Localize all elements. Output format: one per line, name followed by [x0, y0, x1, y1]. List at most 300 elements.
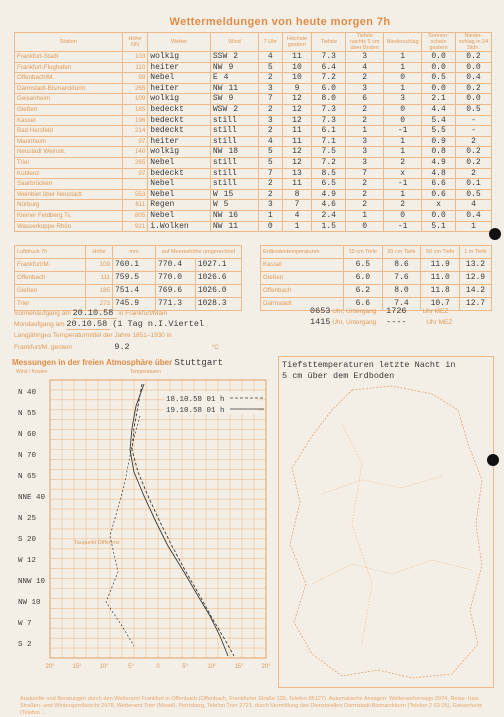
station-s: 4.4 [422, 104, 456, 115]
station-tmax: 10 [282, 62, 312, 73]
station-x: 0.2 [455, 52, 491, 63]
station-w: i.Wolken [148, 221, 211, 232]
air-row [15, 259, 242, 272]
weather-report-sheet [10, 8, 496, 716]
moonrise-time-line [310, 317, 452, 327]
air-a: 770.4 [156, 259, 196, 272]
air-height: Höhe [86, 246, 113, 259]
station-x: 2 [455, 168, 491, 179]
station-h: 140 [122, 147, 148, 158]
station-row [15, 104, 492, 115]
soil-row [261, 285, 492, 298]
station-s: 0.8 [422, 147, 456, 158]
station-name: Mannheim [15, 136, 123, 147]
station-t7: 4 [259, 52, 283, 63]
air-b: 1026.0 [195, 285, 241, 298]
station-s: 0.9 [422, 136, 456, 147]
station-s: 5.4 [422, 115, 456, 126]
station-wind [210, 73, 258, 84]
station-t7: 5 [259, 147, 283, 158]
station-t7: 0 [259, 221, 283, 232]
x-tick-label: 15° [72, 664, 82, 670]
station-s: 0.0 [422, 83, 456, 94]
stations-header-row [15, 33, 492, 52]
station-tmax: 11 [282, 126, 312, 137]
station-s: 0.0 [422, 62, 456, 73]
station-x: 0.5 [455, 189, 491, 200]
station-tmin: 7.3 [312, 104, 346, 115]
wind-direction: still [212, 115, 237, 125]
mean-unit: °C [211, 344, 219, 351]
air-name: Frankfurt/M. [15, 259, 86, 272]
station-w: bedeckt [148, 168, 211, 179]
soil-value: 11.8 [421, 285, 460, 298]
station-s: x [422, 200, 456, 211]
station-tn: 0 [346, 221, 384, 232]
station-name: Weinbiet über Neustadt [15, 189, 123, 200]
soil-station: Offenbach [261, 285, 344, 298]
station-h: 921 [122, 221, 148, 232]
mean-temp-line [14, 342, 219, 352]
station-w: Nebel [148, 157, 211, 168]
station-h: 99 [122, 73, 148, 84]
station-r: -1 [384, 179, 422, 190]
wind-speed: 2 [233, 52, 239, 61]
air-name: Gießen [15, 285, 86, 298]
station-tn: 3 [346, 157, 384, 168]
wind-speed: 9 [228, 62, 234, 72]
sunset-label: Uhr, Untergang [332, 308, 377, 315]
station-row [15, 52, 492, 63]
wind-speed: 4 [223, 73, 229, 83]
soil-value: 10.7 [421, 298, 460, 311]
temp-curve-18-10 [132, 384, 234, 656]
wind-direction: still [212, 136, 237, 146]
sunrise-line [14, 308, 167, 319]
station-tmin: 8.0 [312, 94, 346, 105]
air-mm: 751.4 [113, 285, 156, 298]
air-h: 111 [86, 272, 113, 285]
station-w: wolkig [148, 147, 211, 158]
station-tn: 2 [346, 189, 384, 200]
sunrise-date: 20.10.58 [73, 308, 117, 319]
x-tick-label: 10° [207, 664, 217, 670]
station-h: 214 [122, 126, 148, 137]
station-t7: 3 [259, 83, 283, 94]
air-h: 109 [86, 259, 113, 272]
station-s: 0.5 [422, 73, 456, 84]
wind-direction: still [212, 126, 237, 136]
air-h: 185 [86, 285, 113, 298]
air-a: 769.6 [156, 285, 196, 298]
air-a: 771.3 [156, 298, 196, 311]
moonset-label: Uhr, Untergang [332, 319, 377, 326]
wind-direction: NW [212, 221, 223, 231]
wind-speed: 11 [228, 221, 239, 231]
soil-value: 7.4 [382, 298, 421, 311]
station-row [15, 136, 492, 147]
station-tmax: 9 [282, 83, 312, 94]
station-row [15, 168, 492, 179]
station-h [122, 179, 148, 190]
wind-level-label: NNE 40 [18, 494, 46, 502]
punch-hole-top [489, 228, 501, 240]
station-tmax: 10 [282, 73, 312, 84]
station-h: 265 [122, 157, 148, 168]
wind-direction: W [212, 200, 218, 210]
moonset-time: ---- [386, 317, 407, 327]
station-h: 185 [122, 104, 148, 115]
station-h: 265 [122, 83, 148, 94]
station-w: Nebel [148, 179, 211, 190]
station-tn: 2 [346, 200, 384, 211]
wind-direction: NW [212, 62, 223, 72]
station-r: 3 [384, 94, 422, 105]
sunset-time: 1726 [386, 306, 407, 316]
station-t7: 2 [259, 126, 283, 137]
station-wind [210, 94, 258, 105]
station-row [15, 210, 492, 221]
mean-temp-label: Langjähriges Temperaturmittel der Jahre 1851–1930 in [14, 332, 172, 339]
station-h: 97 [122, 136, 148, 147]
air-a: 770.0 [156, 272, 196, 285]
station-wind [210, 52, 258, 63]
station-w: Nebel [148, 210, 211, 221]
wind-level-label: N 40 [18, 389, 37, 397]
x-tick-label: 10° [99, 664, 109, 670]
wind-direction: SW [212, 94, 223, 104]
wind-speed: 16 [228, 210, 239, 220]
station-x: 4 [455, 200, 491, 211]
station-w: Nebel [148, 73, 211, 84]
map-borders [312, 424, 472, 644]
wind-direction: NW [212, 210, 223, 220]
station-w: Regen [148, 200, 211, 211]
station-wind [210, 168, 258, 179]
soil-value: 6.0 [344, 272, 383, 285]
station-r: 1 [384, 83, 422, 94]
legend-series-2: 19.10.58 01 h [166, 407, 225, 415]
station-name: Darmstadt-Bismarckturm [15, 83, 123, 94]
soil-row [261, 259, 492, 272]
station-r: 1 [384, 147, 422, 158]
station-tn: 3 [346, 83, 384, 94]
station-tn: 2 [346, 179, 384, 190]
station-r: 0 [384, 210, 422, 221]
station-w: bedeckt [148, 126, 211, 137]
station-tmin: 4.6 [312, 200, 346, 211]
station-tmin: 7.1 [312, 136, 346, 147]
wind-level-label: N 65 [18, 473, 37, 481]
station-tmin: 7.2 [312, 73, 346, 84]
header-temp-7: 7 Uhr [259, 33, 283, 52]
soil-value: 6.6 [344, 298, 383, 311]
page-title: Wettermeldungen von heute morgen 7h [169, 16, 391, 28]
wind-level-label: N 70 [18, 452, 37, 460]
wind-level-label: W 7 [18, 620, 32, 628]
wind-level-label: NW 10 [18, 599, 41, 607]
station-tmax: 1 [282, 221, 312, 232]
air-mm: 760.1 [113, 259, 156, 272]
station-tn: 3 [346, 147, 384, 158]
station-tmin: 6.0 [312, 83, 346, 94]
soil-title: Erdbodentemperaturen [261, 246, 344, 259]
soil-value: 7.6 [382, 272, 421, 285]
station-row [15, 157, 492, 168]
wind-level-label: S 20 [18, 536, 37, 544]
station-t7: 3 [259, 115, 283, 126]
station-x: 1 [455, 221, 491, 232]
wind-speed: 15 [223, 189, 234, 199]
station-tmax: 11 [282, 52, 312, 63]
station-wind [210, 147, 258, 158]
wind-speed: 5 [223, 200, 229, 210]
station-tmax: 12 [282, 147, 312, 158]
header-station: Station [15, 33, 123, 52]
station-r: -1 [384, 221, 422, 232]
station-wind [210, 104, 258, 115]
station-tmax: 7 [282, 200, 312, 211]
station-tmin: 1.5 [312, 221, 346, 232]
station-name: Kleiner Feldberg Ts. [15, 210, 123, 221]
station-name: Frankfurt-Flughafen [15, 62, 123, 73]
station-x: 0.4 [455, 210, 491, 221]
minimum-temp-map [282, 384, 488, 682]
station-h: 109 [122, 94, 148, 105]
wind-level-label: N 60 [18, 431, 37, 439]
station-w: wolkig [148, 52, 211, 63]
soil-value: 8.0 [382, 285, 421, 298]
soil-col-2: 50 cm Tiefe [421, 246, 460, 259]
station-tmin: 2.4 [312, 210, 346, 221]
temp-curve-19-10 [130, 384, 228, 656]
station-t7: 4 [259, 136, 283, 147]
station-name: Geisenheim [15, 94, 123, 105]
station-name: Wasserkuppe Rhön [15, 221, 123, 232]
station-tmin: 7.5 [312, 147, 346, 158]
station-tmax: 4 [282, 210, 312, 221]
station-row [15, 221, 492, 232]
x-tick-label: 20° [261, 664, 271, 670]
punch-hole-bottom [487, 454, 499, 466]
station-name: Koblenz [15, 168, 123, 179]
wind-level-label: N 25 [18, 515, 37, 523]
station-row [15, 189, 492, 200]
station-w: wolkig [148, 94, 211, 105]
station-x: 2 [455, 136, 491, 147]
soil-value: 12.9 [460, 272, 492, 285]
header-height: Höhe NN [122, 33, 148, 52]
wind-direction: still [212, 157, 237, 167]
station-r: 0 [384, 104, 422, 115]
air-b: 1027.1 [195, 259, 241, 272]
station-w: Nebel [148, 189, 211, 200]
air-h: 273 [86, 298, 113, 311]
header-wind: Wind [210, 33, 258, 52]
dewpoint-curve [106, 416, 140, 646]
station-wind [210, 200, 258, 211]
wind-direction: WSW [212, 104, 228, 114]
station-wind [210, 221, 258, 232]
station-x: 0.2 [455, 83, 491, 94]
station-tn: 6 [346, 94, 384, 105]
aloft-title: Messungen in der freien Atmosphäre über [12, 358, 173, 367]
air-name: Trier [15, 298, 86, 311]
header-temp-night: Tiefste nachts 5 cm über Boden [346, 33, 384, 52]
x-tick-label: 5° [182, 664, 188, 670]
legend-series-1: 18.10.58 01 h [166, 396, 225, 404]
mez-label-1: Uhr MEZ [422, 308, 449, 315]
station-name: Nürburg [15, 200, 123, 211]
station-x: - [455, 115, 491, 126]
moonrise-date: 20.10.58 [66, 319, 110, 330]
station-s: 0.0 [422, 210, 456, 221]
station-row [15, 115, 492, 126]
station-x: 0.1 [455, 179, 491, 190]
air-header-row [15, 246, 242, 259]
stations-table [14, 32, 492, 232]
mean-value: 9.2 [114, 342, 130, 352]
moonrise-label: Mondaufgang am [14, 321, 65, 328]
soil-station: Kassel [261, 259, 344, 272]
station-h: 196 [122, 115, 148, 126]
x-tick-label: 15° [234, 664, 244, 670]
station-name: Saarbrücken [15, 179, 123, 190]
wind-direction: W [212, 189, 218, 199]
wind-direction: still [212, 179, 237, 189]
soil-value: 6.5 [344, 259, 383, 272]
map-outline [290, 386, 482, 678]
air-b: 1026.6 [195, 272, 241, 285]
map-title: Tiefsttemperaturen letzte Nacht in [282, 360, 456, 370]
station-t7: 3 [259, 200, 283, 211]
wind-speed: 18 [228, 147, 239, 157]
station-x: 0.0 [455, 94, 491, 105]
station-tn: 3 [346, 52, 384, 63]
station-tn: 2 [346, 104, 384, 115]
station-w: heiter [148, 136, 211, 147]
station-tmax: 11 [282, 136, 312, 147]
station-h: 97 [122, 168, 148, 179]
station-wind [210, 210, 258, 221]
header-rain: Niederschlag [384, 33, 422, 52]
station-tmax: 8 [282, 189, 312, 200]
station-r: 1 [384, 189, 422, 200]
air-name: Offenbach [15, 272, 86, 285]
station-row [15, 62, 492, 73]
header-rain24: Nieder-schlag in 24 Stdn. [455, 33, 491, 52]
station-wind [210, 62, 258, 73]
station-wind [210, 136, 258, 147]
station-r: 2 [384, 157, 422, 168]
station-tmax: 13 [282, 168, 312, 179]
station-name: Frankfurt-Stadt [15, 52, 123, 63]
station-tmax: 12 [282, 157, 312, 168]
station-r: 0 [384, 115, 422, 126]
mez-label-2: Uhr MEZ [426, 319, 453, 326]
air-mm: mm [113, 246, 156, 259]
air-mm: 745.9 [113, 298, 156, 311]
station-t7: 5 [259, 62, 283, 73]
station-s: 0.0 [422, 52, 456, 63]
header-sun: Sonnen-schein gestern [422, 33, 456, 52]
station-wind [210, 189, 258, 200]
station-r: 1 [384, 52, 422, 63]
soil-value: 8.6 [382, 259, 421, 272]
station-name: Neustadt Weinstr. [15, 147, 123, 158]
station-t7: 2 [259, 73, 283, 84]
soil-value: 14.2 [460, 285, 492, 298]
soil-value: 6.2 [344, 285, 383, 298]
station-w: bedeckt [148, 115, 211, 126]
footer-note: Auskünfte und Beratungen durch den Wetteramt Frankfurt in Offenbach (Offenbach, Frankfurter Straße 135, Telefon 85127). Automatische Ansagen: Wettervorhersage 2974, Reise- bzw. Straßen- und Wintersportbericht 2978, Wetteramt Trier (Mosel), Petrisberg, Telefon Trier 2721, durch Vermittlung des Dienststellen Darmstadt-Bismarckturm (Telefon 2 63 05), Geisenheim (Telefon ... [20, 696, 483, 716]
wind-level-label: NNW 10 [18, 578, 46, 586]
soil-temp-table [260, 245, 492, 311]
station-h: 553 [122, 189, 148, 200]
soil-station: Darmstadt [261, 298, 344, 311]
station-tmin: 6.4 [312, 62, 346, 73]
x-tick-label: 5° [128, 664, 134, 670]
wind-direction: NW [212, 147, 223, 157]
station-r: 2 [384, 200, 422, 211]
station-x: - [455, 126, 491, 137]
moon-phase: (1 Tag n.I.Viertel [112, 319, 205, 329]
station-row [15, 73, 492, 84]
station-t7: 2 [259, 189, 283, 200]
station-s: 6.6 [422, 179, 456, 190]
sunrise-label: Sonnenaufgang am [14, 310, 71, 317]
sunrise-where: in Frankfurt/Main [118, 310, 168, 317]
aloft-sub-right: Temperaturen [130, 369, 161, 375]
station-s: 4.9 [422, 157, 456, 168]
station-tn: 2 [346, 115, 384, 126]
station-w: bedeckt [148, 104, 211, 115]
station-name: Offenbach/M. [15, 73, 123, 84]
air-b: 1028.3 [195, 298, 241, 311]
station-r: -1 [384, 126, 422, 137]
station-t7: 2 [259, 179, 283, 190]
station-tn: 3 [346, 136, 384, 147]
station-tmin: 7.3 [312, 115, 346, 126]
air-title: Luftdruck 7h [15, 246, 86, 259]
station-tmin: 7.2 [312, 157, 346, 168]
station-w: heiter [148, 83, 211, 94]
station-row [15, 83, 492, 94]
station-tn: 4 [346, 62, 384, 73]
station-tn: 2 [346, 73, 384, 84]
station-x: 0.4 [455, 73, 491, 84]
wind-level-label: S 2 [18, 641, 32, 649]
station-tmax: 11 [282, 179, 312, 190]
station-row [15, 147, 492, 158]
header-weather: Wetter [148, 33, 211, 52]
wind-level-label: N 55 [18, 410, 37, 418]
wind-speed: 11 [228, 83, 239, 93]
station-wind [210, 157, 258, 168]
station-h: 103 [122, 52, 148, 63]
station-tmin: 6.5 [312, 179, 346, 190]
soil-value: 13.2 [460, 259, 492, 272]
air-msl: auf Meereshöhe umgerechnet [156, 246, 242, 259]
sunrise-time-line [310, 306, 448, 316]
wind-direction: E [212, 73, 218, 83]
wind-speed: 9 [228, 94, 234, 104]
station-x: 0.2 [455, 157, 491, 168]
wind-direction: NW [212, 83, 223, 93]
station-s: 4.8 [422, 168, 456, 179]
station-s: 5.5 [422, 126, 456, 137]
station-name: Trier [15, 157, 123, 168]
